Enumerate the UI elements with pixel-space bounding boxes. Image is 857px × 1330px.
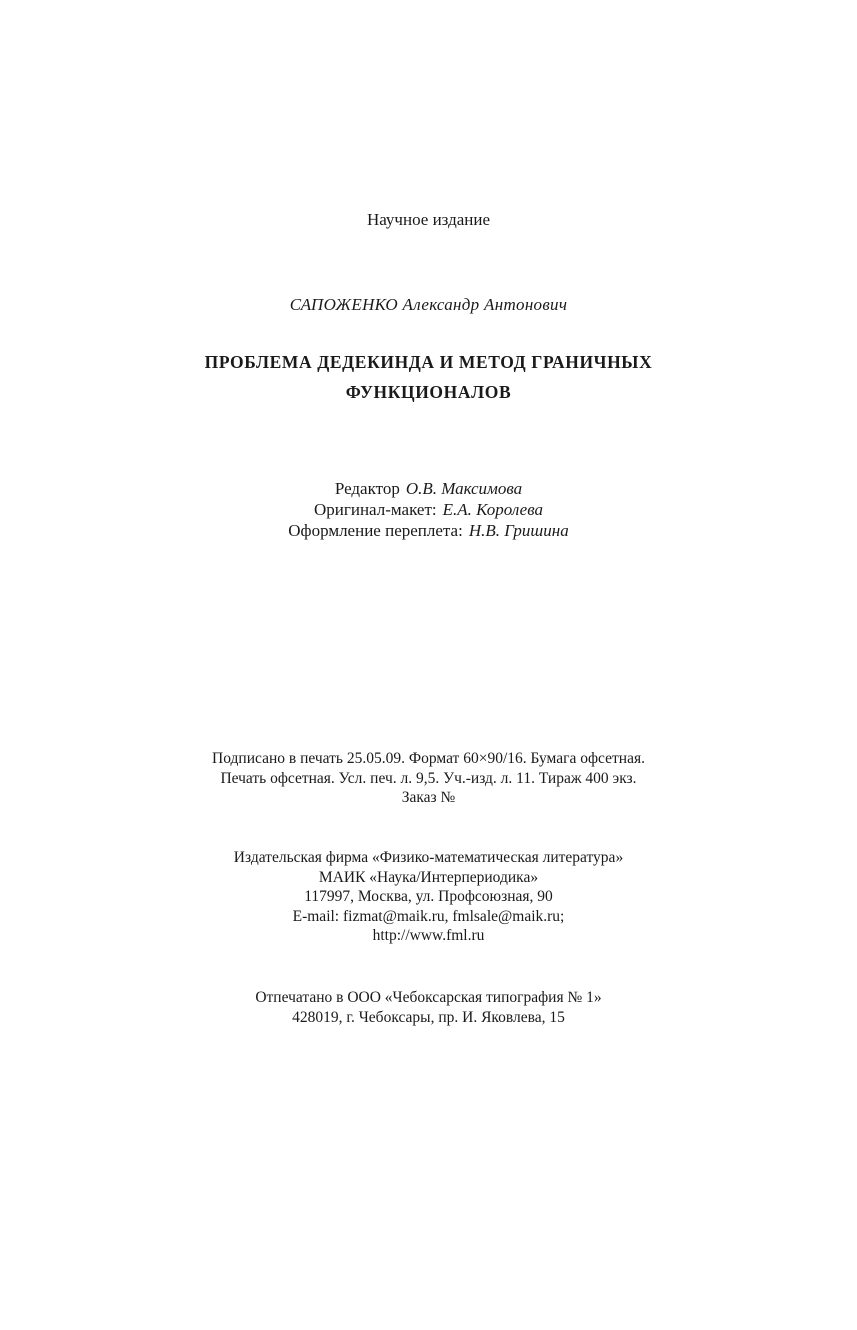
edition-type: Научное издание [366, 210, 491, 229]
book-title [0, 347, 857, 407]
publisher-address: 117997, Москва, ул. Профсоюзная, 90 [304, 888, 553, 905]
credits [0, 478, 857, 541]
book-title-line-1: ПРОБЛЕМА ДЕДЕКИНДА И МЕТОД ГРАНИЧНЫХ [204, 352, 653, 372]
imprint-line-3: Заказ № [401, 789, 456, 806]
credit-layout [0, 499, 857, 520]
credit-role: Оформление переплета: [288, 521, 463, 540]
credit-editor [0, 478, 857, 499]
publisher-email: E-mail: fizmat@maik.ru, fmlsale@maik.ru; [292, 907, 565, 925]
credit-cover-design [0, 520, 857, 541]
publisher-info [0, 848, 857, 946]
credit-person: Н.В. Гришина [468, 521, 569, 540]
credit-role: Редактор [334, 479, 400, 498]
printer-line-1: Отпечатано в ООО «Чебоксарская типография № 1» [255, 989, 602, 1006]
publisher-line-1: Издательская фирма «Физико-математическая литература» [233, 849, 624, 866]
credit-person: Е.А. Королева [442, 500, 543, 519]
printer-address: 428019, г. Чебоксары, пр. И. Яковлева, 15 [292, 1008, 565, 1026]
imprint-line-2: Печать офсетная. Усл. печ. л. 9,5. Уч.-изд. л. 11. Тираж 400 экз. [220, 769, 637, 787]
publisher-website: http://www.fml.ru [372, 927, 485, 944]
author-name: САПОЖЕНКО Александр Антонович [289, 295, 568, 314]
publisher-line-2: МАИК «Наука/Интерпериодика» [318, 868, 539, 886]
printer-info [0, 988, 857, 1027]
credit-person: О.В. Максимова [405, 479, 523, 498]
imprint-line-1: Подписано в печать 25.05.09. Формат 60×90/16. Бумага офсетная. [212, 750, 645, 767]
imprint-details [0, 749, 857, 808]
credit-role: Оригинал-макет: [314, 500, 437, 519]
book-title-line-2: ФУНКЦИОНАЛОВ [345, 382, 512, 402]
